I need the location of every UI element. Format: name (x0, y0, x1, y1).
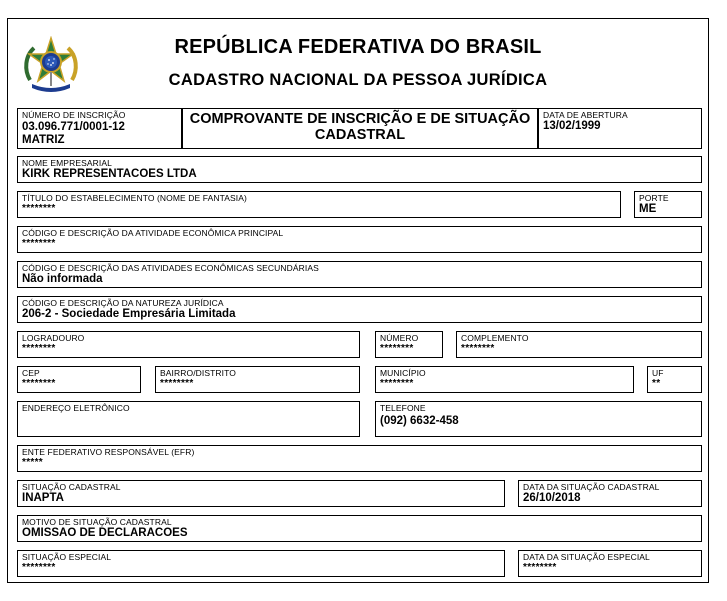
comprovante-title (183, 111, 537, 143)
brazil-coat-of-arms-icon (22, 36, 80, 94)
uf-label: UF (652, 368, 664, 378)
numero-label: NÚMERO (380, 333, 419, 343)
inscricao-box (17, 108, 182, 149)
atividade-principal-value: ******** (22, 238, 56, 249)
natureza-juridica-box (17, 296, 702, 323)
complemento-value: ******** (461, 343, 495, 354)
telefone-value: (092) 6632-458 (380, 415, 459, 427)
email-label: ENDEREÇO ELETRÔNICO (22, 403, 130, 413)
motivo-box (17, 515, 702, 542)
atividades-secundarias-label: CÓDIGO E DESCRIÇÃO DAS ATIVIDADES ECONÔMICAS SECUNDÁRIAS (22, 263, 319, 273)
data-situacao-especial-value: ******** (523, 562, 557, 573)
motivo-label: MOTIVO DE SITUAÇÃO CADASTRAL (22, 517, 172, 527)
cep-box (17, 366, 141, 393)
fantasia-value: ******** (22, 203, 56, 214)
situacao-especial-label: SITUAÇÃO ESPECIAL (22, 552, 112, 562)
efr-box (17, 445, 702, 472)
municipio-label: MUNICÍPIO (380, 368, 426, 378)
header-subtitle: CADASTRO NACIONAL DA PESSOA JURÍDICA (168, 71, 548, 89)
atividade-principal-box (17, 226, 702, 253)
bairro-box (155, 366, 360, 393)
abertura-value: 13/02/1999 (543, 120, 601, 132)
bairro-label: BAIRRO/DISTRITO (160, 368, 236, 378)
uf-value: ** (652, 378, 661, 389)
motivo-value: OMISSAO DE DECLARACOES (22, 527, 188, 539)
logradouro-box (17, 331, 360, 358)
porte-box (634, 191, 702, 218)
numero-box (375, 331, 443, 358)
atividade-principal-label: CÓDIGO E DESCRIÇÃO DA ATIVIDADE ECONÔMICA PRINCIPAL (22, 228, 284, 238)
abertura-box (538, 108, 702, 149)
porte-label: PORTE (639, 193, 669, 203)
telefone-label: TELEFONE (380, 403, 426, 413)
nome-empresarial-value: KIRK REPRESENTACOES LTDA (22, 168, 197, 180)
efr-value: ***** (22, 457, 43, 468)
municipio-box (375, 366, 634, 393)
numero-value: ******** (380, 343, 414, 354)
situacao-especial-box (17, 550, 505, 577)
abertura-label: DATA DE ABERTURA (543, 110, 628, 120)
header-title: REPÚBLICA FEDERATIVA DO BRASIL (174, 36, 542, 58)
comprovante-line1: COMPROVANTE DE INSCRIÇÃO E DE SITUAÇÃO (189, 111, 531, 127)
telefone-box (375, 401, 702, 437)
inscricao-label: NÚMERO DE INSCRIÇÃO (22, 110, 126, 120)
nome-empresarial-label: NOME EMPRESARIAL (22, 158, 112, 168)
cep-value: ******** (22, 378, 56, 389)
nome-empresarial-box (17, 156, 702, 183)
efr-label: ENTE FEDERATIVO RESPONSÁVEL (EFR) (22, 447, 195, 457)
atividades-secundarias-box (17, 261, 702, 288)
situacao-label: SITUAÇÃO CADASTRAL (22, 482, 121, 492)
data-situacao-label: DATA DA SITUAÇÃO CADASTRAL (523, 482, 660, 492)
data-situacao-especial-label: DATA DA SITUAÇÃO ESPECIAL (523, 552, 650, 562)
municipio-value: ******** (380, 378, 414, 389)
inscricao-type: MATRIZ (22, 134, 65, 146)
complemento-label: COMPLEMENTO (461, 333, 529, 343)
atividades-secundarias-value: Não informada (22, 273, 103, 285)
porte-value: ME (639, 203, 657, 215)
cep-label: CEP (22, 368, 40, 378)
fantasia-box (17, 191, 621, 218)
natureza-juridica-label: CÓDIGO E DESCRIÇÃO DA NATUREZA JURÍDICA (22, 298, 224, 308)
logradouro-label: LOGRADOURO (22, 333, 85, 343)
complemento-box (456, 331, 702, 358)
inscricao-number: 03.096.771/0001-12 (22, 121, 125, 133)
logradouro-value: ******** (22, 343, 56, 354)
situacao-especial-value: ******** (22, 562, 56, 573)
bairro-value: ******** (160, 378, 194, 389)
comprovante-box (182, 108, 538, 149)
natureza-juridica-value: 206-2 - Sociedade Empresária Limitada (22, 308, 236, 320)
uf-box (647, 366, 702, 393)
situacao-value: INAPTA (22, 492, 64, 504)
comprovante-line2: CADASTRAL (314, 127, 406, 143)
data-situacao-box (518, 480, 702, 507)
situacao-box (17, 480, 505, 507)
data-situacao-especial-box (518, 550, 702, 577)
email-box (17, 401, 360, 437)
data-situacao-value: 26/10/2018 (523, 492, 581, 504)
fantasia-label: TÍTULO DO ESTABELECIMENTO (NOME DE FANTASIA) (22, 193, 247, 203)
